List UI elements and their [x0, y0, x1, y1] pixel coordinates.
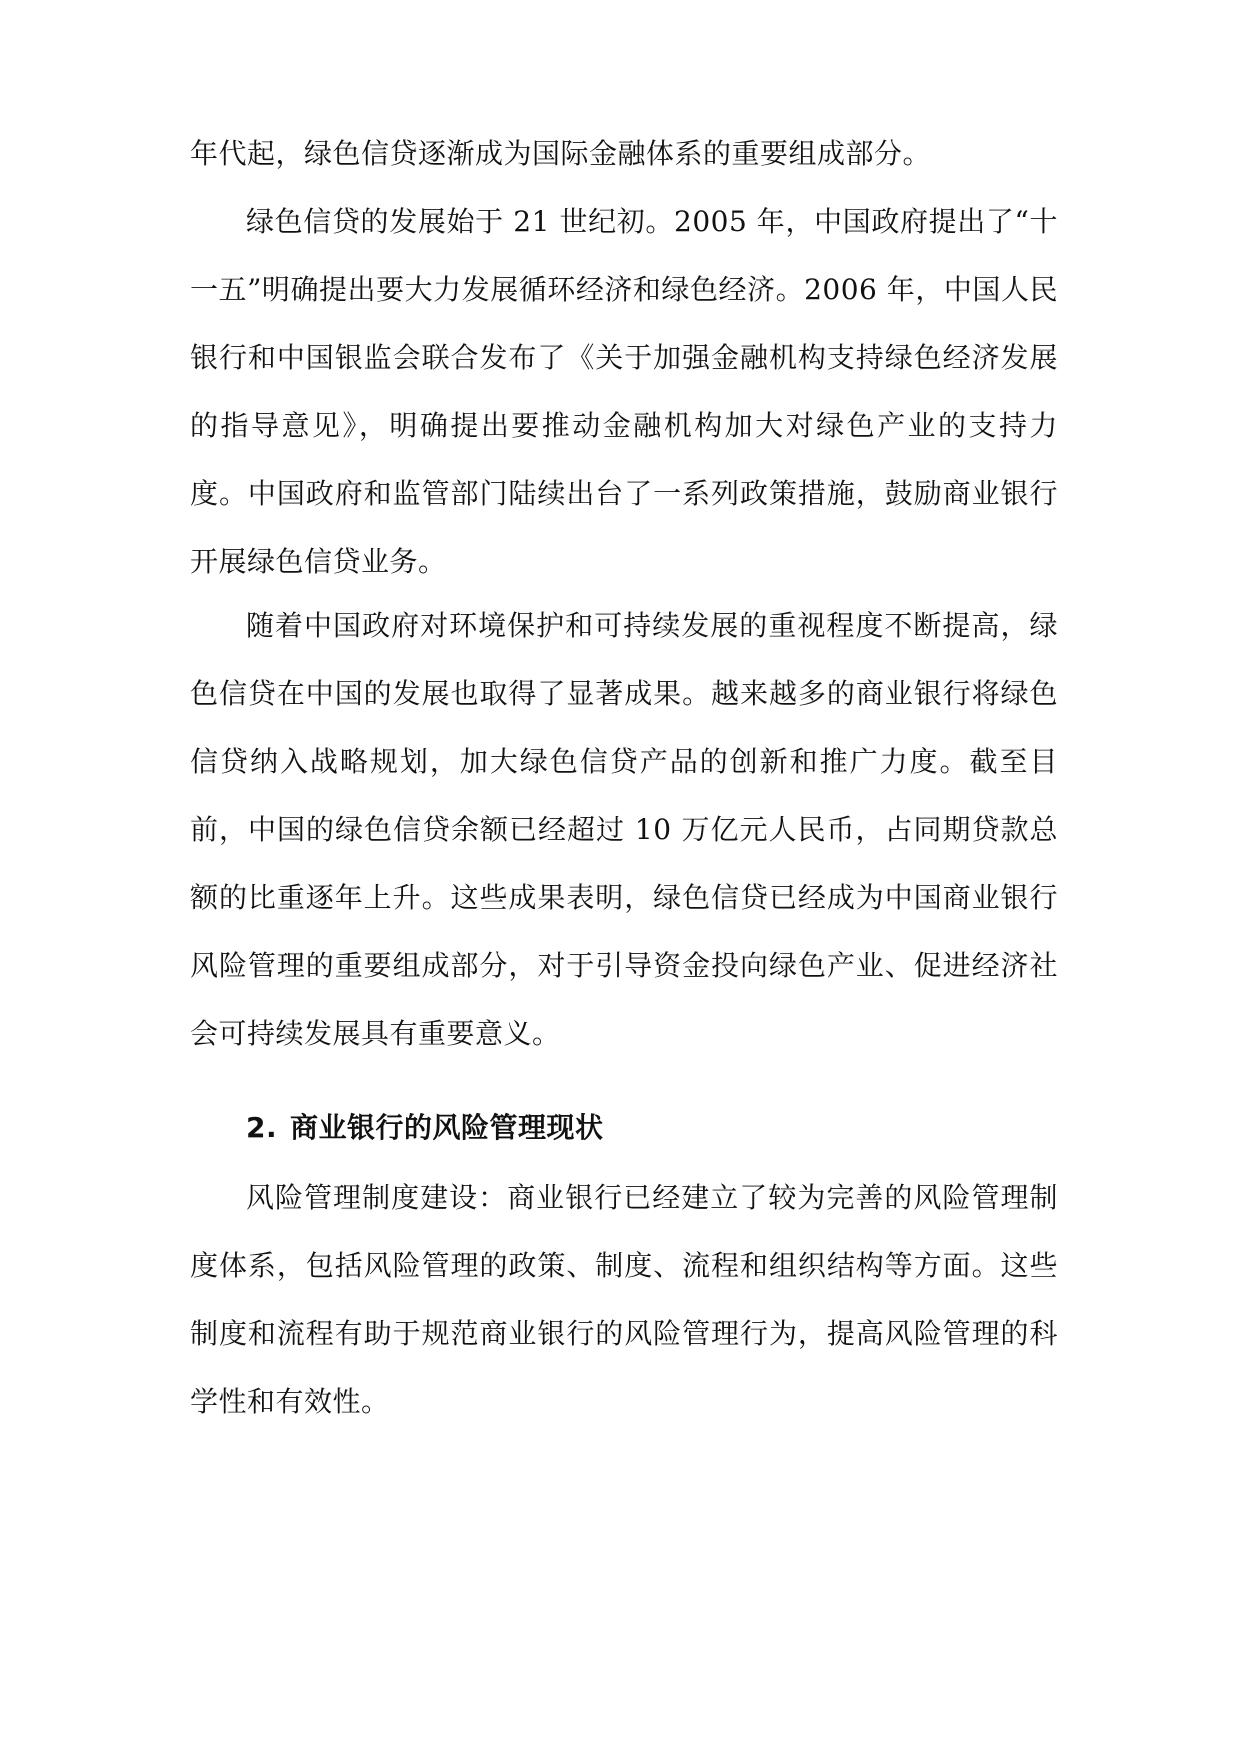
- paragraph-green-credit-history: 绿色信贷的发展始于 21 世纪初。2005 年，中国政府提出了“十一五”明确提出要大力发展循环经济和绿色经济。2006 年，中国人民银行和中国银监会联合发布了《关于加强金融机构支持绿色经济发展的指导意见》，明确提出要推动金融机构加大对绿色产业的支持力度。中国政府和监管部门陆续出台了一系列政策措施，鼓励商业银行开展绿色信贷业务。: [190, 205, 1058, 578]
- section-number: 2.: [246, 1111, 278, 1144]
- paragraph-risk-management-system: 风险管理制度建设：商业银行已经建立了较为完善的风险管理制度体系，包括风险管理的政策、制度、流程和组织结构等方面。这些制度和流程有助于规范商业银行的风险管理行为，提高风险管理的科学性和有效性。: [190, 1181, 1058, 1418]
- section-heading-risk-management-status: [246, 1108, 604, 1148]
- paragraph-green-credit-achievements: 随着中国政府对环境保护和可持续发展的重视程度不断提高，绿色信贷在中国的发展也取得了显著成果。越来越多的商业银行将绿色信贷纳入战略规划，加大绿色信贷产品的创新和推广力度。截至目前，中国的绿色信贷余额已经超过 10 万亿元人民币，占同期贷款总额的比重逐年上升。这些成果表明，绿色信贷已经成为中国商业银行风险管理的重要组成部分，对于引导资金投向绿色产业、促进经济社会可持续发展具有重要意义。: [190, 609, 1058, 1050]
- section-title: 商业银行的风险管理现状: [290, 1111, 604, 1144]
- paragraph-green-credit-intro-end: 年代起，绿色信贷逐渐成为国际金融体系的重要组成部分。: [190, 137, 932, 170]
